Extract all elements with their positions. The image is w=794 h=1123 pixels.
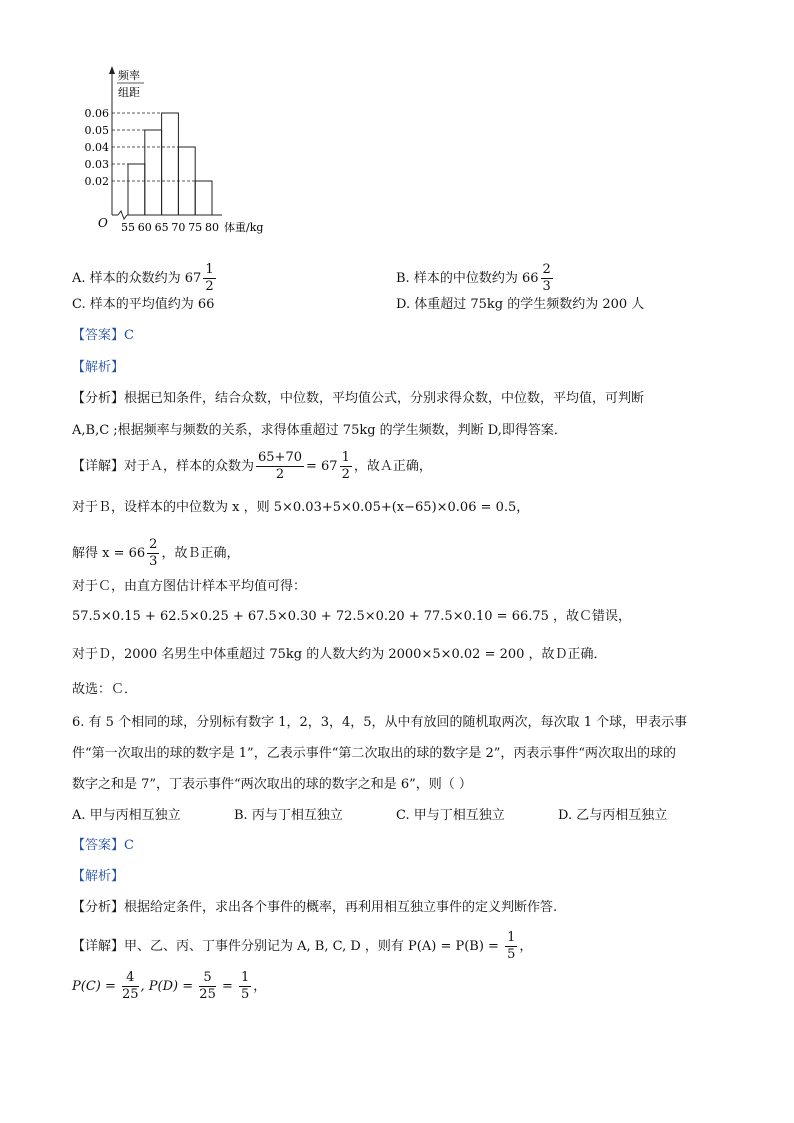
q5-option-c: C. 样本的平均值约为 66 — [72, 297, 215, 312]
q5-option-b: B. 样本的中位数约为 66 $\frac{2}{3}$ — [396, 262, 551, 294]
x-tick-label: 55 — [121, 221, 135, 234]
q5-analysis-line2: A,B,C ;根据频率与频数的关系，求得体重超过 75kg 的学生频数，判断 D,即得答案． — [72, 423, 567, 438]
q5-detail-a: 【详解】对于Ａ，样本的众数为 $\frac{65+70}{2}$ = 67 $\frac{1}{2}$ ，故Ａ正确， — [72, 450, 432, 482]
y-axis-label-top: 频率 — [118, 69, 140, 82]
fraction: $\frac{1}{2}$ — [205, 262, 214, 294]
y-tick-label: 0.03 — [84, 158, 109, 171]
histogram-bar — [128, 164, 145, 215]
histogram-bar — [162, 113, 179, 215]
q5-detail-c2: 57.5×0.15 + 62.5×0.25 + 67.5×0.30 + 72.5×0.20 + 77.5×0.10 = 66.75 ，故Ｃ错误， — [72, 609, 632, 624]
q6-option-d: D. 乙与丙相互独立 — [558, 808, 668, 823]
q5-option-d: D. 体重超过 75kg 的学生频数约为 200 人 — [396, 297, 645, 312]
q6-jiexi-heading: 【解析】 — [72, 869, 125, 884]
q5-conclusion: 故选：Ｃ． — [72, 682, 138, 697]
q6-detail-2: P(C) = $\frac{4}{25}$ , P(D) = $\frac{5}{25}$ = $\frac{1}{5}$ ， — [72, 970, 267, 1002]
histogram-bar — [145, 130, 162, 215]
fraction: $\frac{65+70}{2}$ — [258, 450, 302, 482]
q6-stem-line1: 6. 有 5 个相同的球，分别标有数字 1，2，3，4，5，从中有放回的随机取两次，每次取 1 个球，甲表示事 — [72, 715, 688, 730]
q6-analysis: 【分析】根据给定条件，求出各个事件的概率，再利用相互独立事件的定义判断作答. — [72, 900, 558, 915]
x-tick-label: 80 — [205, 221, 219, 234]
q6-answer: 【答案】C — [72, 838, 134, 853]
q5-detail-b: 对于Ｂ，设样本的中位数为 x ，则 5×0.03+5×0.05+(x−65)×0.06 = 0.5， — [72, 500, 530, 515]
q6-option-b: B. 丙与丁相互独立 — [234, 808, 343, 823]
x-tick-label: 60 — [137, 221, 152, 234]
q5-detail-b2: 解得 x = 66 $\frac{2}{3}$ ，故Ｂ正确， — [72, 537, 240, 569]
fraction: $\frac{1}{5}$ — [241, 970, 250, 1002]
y-tick-label: 0.06 — [84, 107, 109, 120]
q6-stem-line2: 件“第一次取出的球的数字是 1”，乙表示事件“第二次取出的球的数字是 2”，丙表示事件“两次取出的球的 — [72, 746, 677, 761]
x-tick-label: 70 — [171, 221, 186, 234]
y-tick-label: 0.05 — [84, 124, 109, 137]
q5-analysis-line1: 【分析】根据已知条件，结合众数，中位数，平均值公式，分别求得众数，中位数，平均值，可判断 — [72, 391, 645, 406]
x-tick-label: 65 — [154, 221, 169, 234]
fraction: $\frac{1}{5}$ — [507, 930, 516, 962]
q5-detail-d: 对于Ｄ，2000 名男生中体重超过 75kg 的人数大约为 2000×5×0.02 = 200 ，故Ｄ正确． — [72, 647, 607, 662]
histogram-bar — [195, 181, 212, 215]
x-axis-label: 体重/kg — [224, 221, 264, 234]
y-axis-arrow — [109, 66, 115, 74]
fraction: $\frac{2}{3}$ — [149, 537, 158, 569]
fraction: $\frac{5}{25}$ — [199, 970, 216, 1002]
y-axis-label-bottom: 组距 — [118, 86, 140, 99]
q6-option-a: A. 甲与丙相互独立 — [72, 808, 181, 823]
q5-option-a: A. 样本的众数约为 67 $\frac{1}{2}$ — [72, 262, 214, 294]
fraction: $\frac{4}{25}$ — [122, 970, 139, 1002]
q5-detail-c1: 对于Ｃ，由直方图估计样本平均值可得： — [72, 579, 307, 594]
q6-detail-1: 【详解】甲、乙、丙、丁事件分别记为 A, B, C, D ，则有 P(A) = P(B) = $\frac{1}{5}$ ， — [72, 930, 533, 962]
q5-answer: 【答案】C — [72, 328, 134, 343]
fraction: $\frac{2}{3}$ — [542, 262, 551, 294]
y-tick-label: 0.02 — [84, 175, 109, 188]
origin-label: O — [98, 216, 108, 230]
fraction: $\frac{1}{2}$ — [341, 450, 350, 482]
x-tick-label: 75 — [188, 221, 203, 234]
q5-jiexi-heading: 【解析】 — [72, 360, 125, 375]
q6-stem-line3: 数字之和是 7”，丁表示事件“两次取出的球的数字之和是 6”，则（ ） — [72, 777, 472, 792]
q6-option-c: C. 甲与丁相互独立 — [396, 808, 505, 823]
histogram-chart — [72, 62, 302, 242]
axis-break — [118, 211, 127, 219]
y-tick-label: 0.04 — [84, 141, 109, 154]
